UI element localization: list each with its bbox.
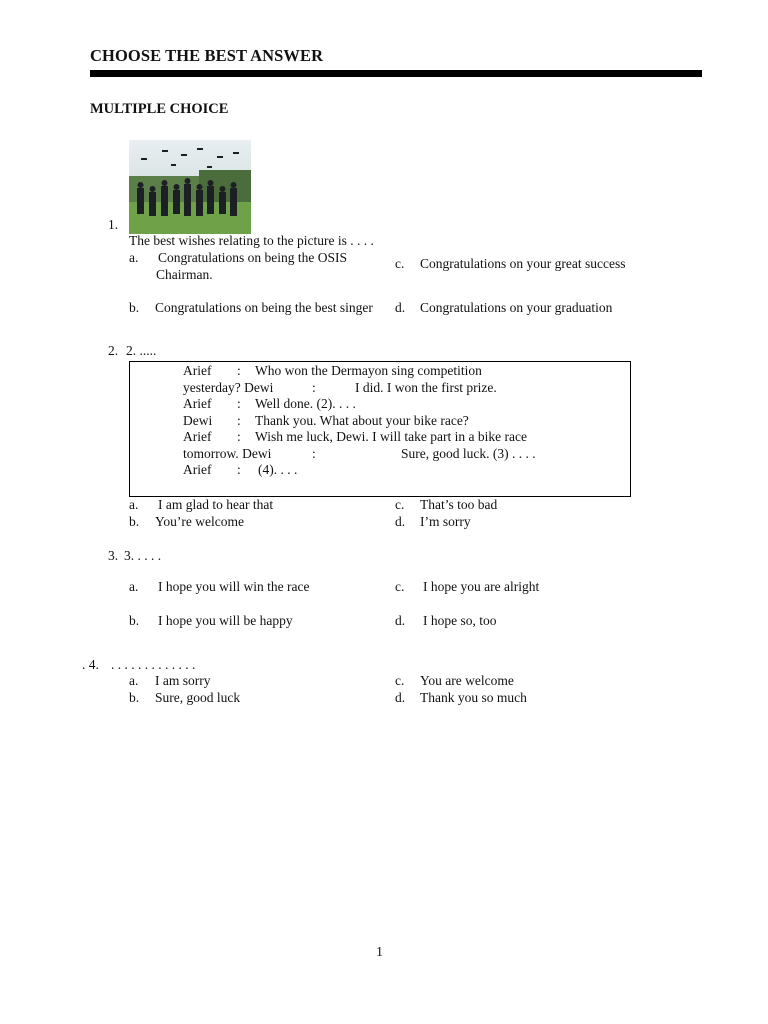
dialogue-colon: :: [237, 413, 241, 428]
q3-option-c-text[interactable]: I hope you are alright: [423, 579, 540, 594]
q2-option-a-letter[interactable]: a.: [129, 497, 139, 512]
q4-option-a-letter[interactable]: a.: [129, 673, 139, 688]
q4-option-d-text[interactable]: Thank you so much: [420, 690, 527, 705]
dialogue-line-start: yesterday? Dewi: [183, 380, 274, 395]
dialogue-line-start: tomorrow. Dewi: [183, 446, 272, 461]
q1-option-c-text[interactable]: Congratulations on your great success: [420, 256, 626, 271]
dialogue-colon: :: [237, 363, 241, 378]
q1-option-a-text-cont[interactable]: Chairman.: [156, 267, 213, 282]
q2-option-c-letter[interactable]: c.: [395, 497, 405, 512]
q2-option-b-letter[interactable]: b.: [129, 514, 140, 529]
q1-option-d-letter[interactable]: d.: [395, 300, 406, 315]
dialogue-speaker: Arief: [183, 396, 212, 411]
dialogue-colon: :: [237, 462, 241, 477]
q2-option-b-text[interactable]: You’re welcome: [155, 514, 244, 529]
dialogue-colon: :: [237, 429, 241, 444]
page-number: 1: [376, 945, 383, 960]
q3-option-d-text[interactable]: I hope so, too: [423, 613, 497, 628]
q4-option-c-letter[interactable]: c.: [395, 673, 405, 688]
q3-option-a-letter[interactable]: a.: [129, 579, 139, 594]
dialogue-colon: :: [312, 446, 316, 461]
q1-option-d-text[interactable]: Congratulations on your graduation: [420, 300, 613, 315]
q3-option-b-text[interactable]: I hope you will be happy: [158, 613, 293, 628]
q3-option-d-letter[interactable]: d.: [395, 613, 406, 628]
question-2-number: 2.: [108, 343, 119, 358]
dialogue-speaker: Dewi: [183, 413, 213, 428]
graduation-photo: [129, 140, 251, 234]
question-1-number: 1.: [108, 217, 119, 232]
q2-option-d-letter[interactable]: d.: [395, 514, 406, 529]
q1-option-a-text[interactable]: Congratulations on being the OSIS: [158, 250, 347, 265]
dialogue-speaker: Arief: [183, 462, 212, 477]
dialogue-speaker: Arief: [183, 429, 212, 444]
dialogue-colon: :: [237, 396, 241, 411]
q3-option-a-text[interactable]: I hope you will win the race: [158, 579, 310, 594]
question-2-label: 2. .....: [126, 343, 157, 358]
q1-option-c-letter[interactable]: c.: [395, 256, 405, 271]
q4-option-d-letter[interactable]: d.: [395, 690, 406, 705]
dialogue-text: Thank you. What about your bike race?: [255, 413, 469, 428]
q1-option-a-letter[interactable]: a.: [129, 250, 139, 265]
q3-option-b-letter[interactable]: b.: [129, 613, 140, 628]
question-4-blank: . . . . . . . . . . . . .: [111, 657, 196, 672]
graduation-photo-illustration: [129, 140, 251, 234]
dialogue-text: Well done. (2). . . .: [255, 396, 356, 411]
q4-option-a-text[interactable]: I am sorry: [155, 673, 211, 688]
q4-option-b-letter[interactable]: b.: [129, 690, 140, 705]
dialogue-text: Wish me luck, Dewi. I will take part in a bike race: [255, 429, 527, 444]
q3-option-c-letter[interactable]: c.: [395, 579, 405, 594]
q2-option-a-text[interactable]: I am glad to hear that: [158, 497, 274, 512]
question-3-number: 3.: [108, 548, 119, 563]
q4-option-b-text[interactable]: Sure, good luck: [155, 690, 241, 705]
dialogue-speaker: Arief: [183, 363, 212, 378]
q1-option-b-text[interactable]: Congratulations on being the best singer: [155, 300, 373, 315]
q4-option-c-text[interactable]: You are welcome: [420, 673, 514, 688]
question-3-label: 3. . . . .: [124, 548, 162, 563]
dialogue-text: I did. I won the first prize.: [355, 380, 497, 395]
dialogue-text: Sure, good luck. (3) . . . .: [401, 446, 536, 461]
worksheet-title: CHOOSE THE BEST ANSWER: [90, 46, 324, 65]
q2-option-c-text[interactable]: That’s too bad: [420, 497, 498, 512]
dialogue-text: (4). . . .: [258, 462, 298, 477]
dialogue-colon: :: [312, 380, 316, 395]
question-1-prompt: The best wishes relating to the picture is . . . .: [129, 233, 374, 248]
question-4-label: . 4.: [82, 657, 99, 672]
q1-option-b-letter[interactable]: b.: [129, 300, 140, 315]
section-heading: MULTIPLE CHOICE: [90, 101, 229, 117]
dialogue-text: Who won the Dermayon sing competition: [255, 363, 482, 378]
q2-option-d-text[interactable]: I’m sorry: [420, 514, 471, 529]
title-underline-rule: [90, 70, 702, 77]
